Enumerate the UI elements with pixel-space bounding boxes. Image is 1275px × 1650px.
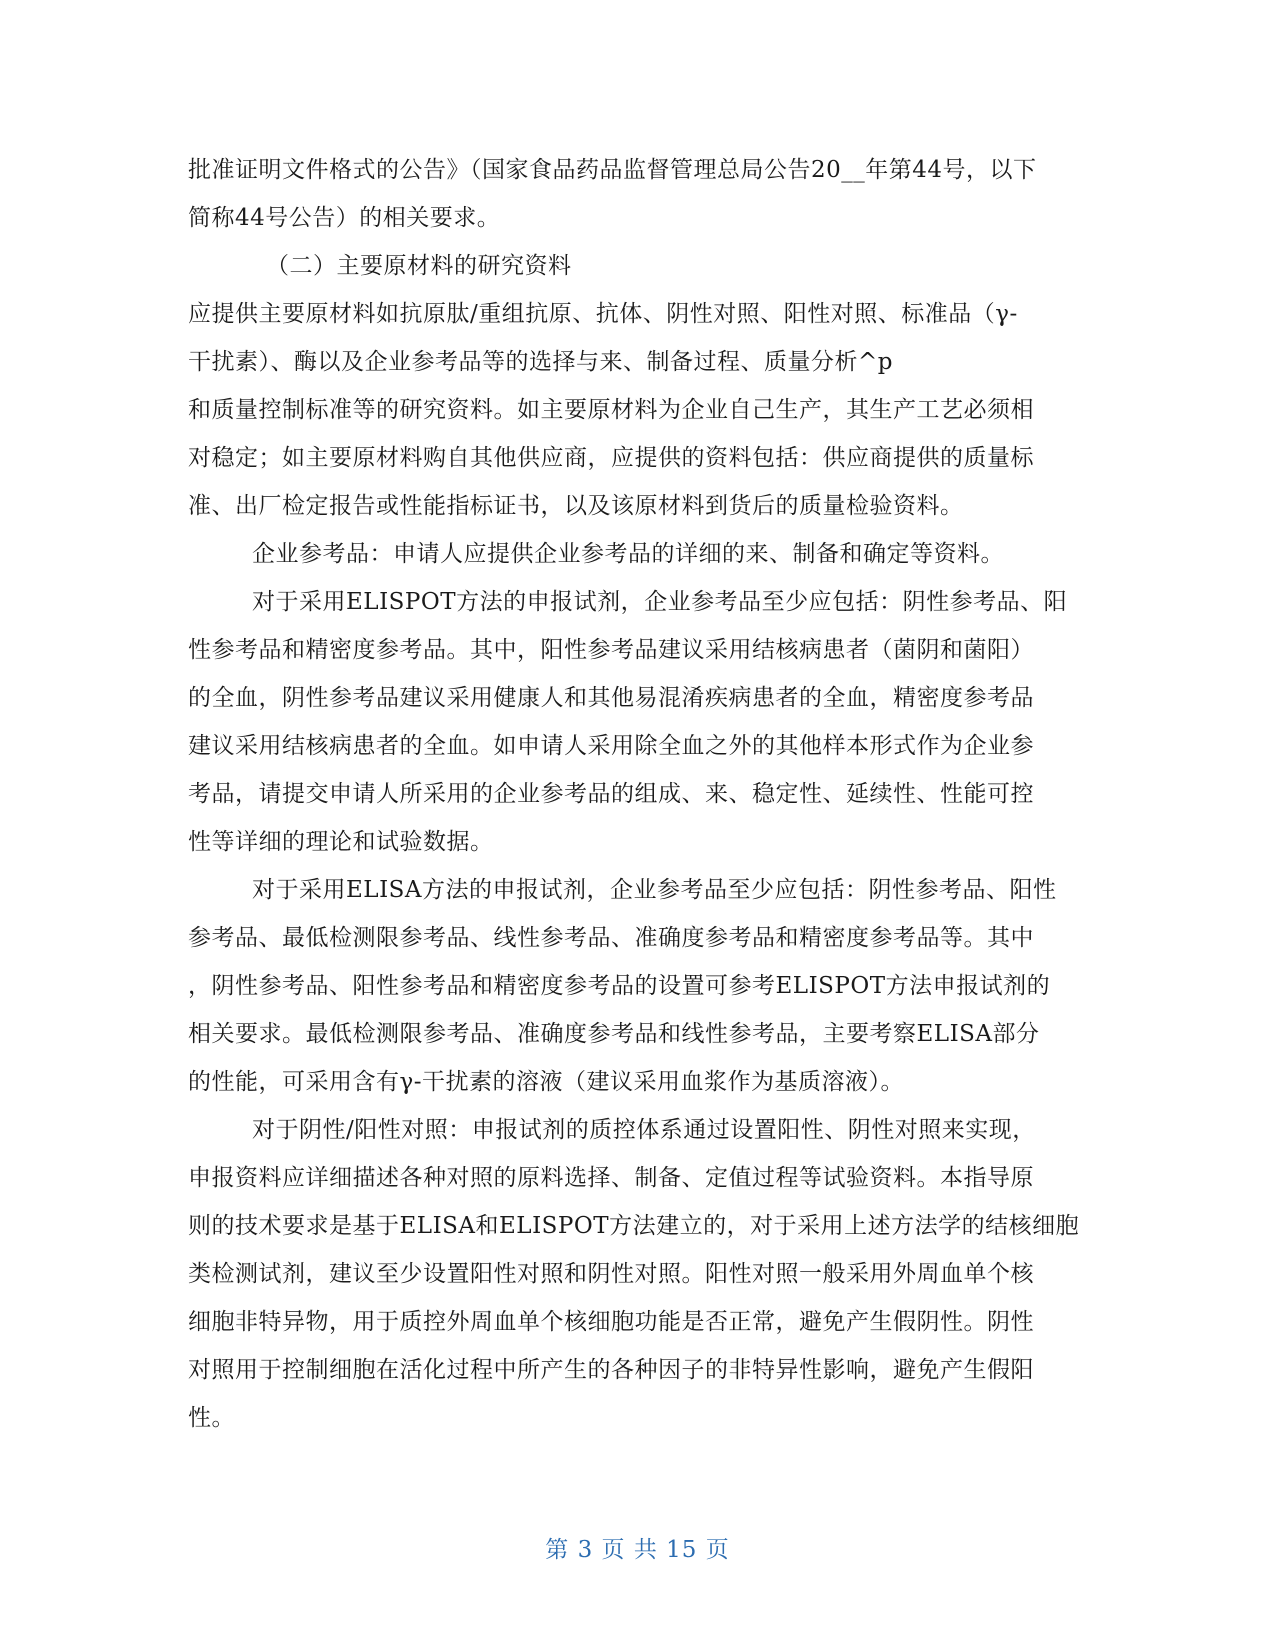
text-line: 对稳定；如主要原材料购自其他供应商，应提供的资料包括：供应商提供的质量标 xyxy=(188,445,1034,471)
section-heading-text: （二）主要原材料的研究资料 xyxy=(266,253,572,279)
text-line: ，阴性参考品、阳性参考品和精密度参考品的设置可参考ELISPOT方法申报试剂的 xyxy=(188,973,1051,999)
text-line: 对于采用ELISPOT方法的申报试剂，企业参考品至少应包括：阴性参考品、阳 xyxy=(252,589,1068,615)
document-body xyxy=(188,146,1088,1442)
text-line: 细胞非特异物，用于质控外周血单个核细胞功能是否正常，避免产生假阴性。阴性 xyxy=(188,1309,1034,1335)
text-line: 对于采用ELISA方法的申报试剂，企业参考品至少应包括：阴性参考品、阳性 xyxy=(252,877,1057,903)
paragraph xyxy=(188,530,1088,578)
text-line: 和质量控制标准等的研究资料。如主要原材料为企业自己生产，其生产工艺必须相 xyxy=(188,397,1034,423)
text-line: 考品，请提交申请人所采用的企业参考品的组成、来、稳定性、延续性、性能可控 xyxy=(188,781,1034,807)
text-line: 申报资料应详细描述各种对照的原料选择、制备、定值过程等试验资料。本指导原 xyxy=(188,1165,1034,1191)
text-line: 则的技术要求是基于ELISA和ELISPOT方法建立的，对于采用上述方法学的结核细胞 xyxy=(188,1213,1080,1239)
text-line: 简称44号公告）的相关要求。 xyxy=(188,205,501,231)
text-line: 准、出厂检定报告或性能指标证书，以及该原材料到货后的质量检验资料。 xyxy=(188,493,964,519)
paragraph xyxy=(188,146,1088,242)
text-line: 建议采用结核病患者的全血。如申请人采用除全血之外的其他样本形式作为企业参 xyxy=(188,733,1034,759)
page-footer xyxy=(0,1531,1275,1564)
text-line: 相关要求。最低检测限参考品、准确度参考品和线性参考品，主要考察ELISA部分 xyxy=(188,1021,1040,1047)
text-line: 类检测试剂，建议至少设置阳性对照和阴性对照。阳性对照一般采用外周血单个核 xyxy=(188,1261,1034,1287)
text-line: 性参考品和精密度参考品。其中，阳性参考品建议采用结核病患者（菌阴和菌阳） xyxy=(188,637,1034,663)
text-line: 性。 xyxy=(188,1405,235,1431)
section-heading xyxy=(188,242,1088,290)
text-line: 批准证明文件格式的公告》（国家食品药品监督管理总局公告20__年第44号，以下 xyxy=(188,157,1037,183)
text-line: 的全血，阴性参考品建议采用健康人和其他易混淆疾病患者的全血，精密度参考品 xyxy=(188,685,1034,711)
paragraph xyxy=(188,578,1088,866)
text-line: 的性能，可采用含有γ-干扰素的溶液（建议采用血浆作为基质溶液）。 xyxy=(188,1069,905,1095)
paragraph xyxy=(188,866,1088,1106)
paragraph xyxy=(188,1106,1088,1442)
paragraph xyxy=(188,290,1088,530)
text-line: 对照用于控制细胞在活化过程中所产生的各种因子的非特异性影响，避免产生假阳 xyxy=(188,1357,1034,1383)
text-line: 干扰素）、酶以及企业参考品等的选择与来、制备过程、质量分析^p xyxy=(188,349,893,375)
text-line: 企业参考品：申请人应提供企业参考品的详细的来、制备和确定等资料。 xyxy=(252,541,1004,567)
text-line: 对于阴性/阳性对照：申报试剂的质控体系通过设置阳性、阴性对照来实现， xyxy=(252,1117,1036,1143)
text-line: 应提供主要原材料如抗原肽/重组抗原、抗体、阴性对照、阳性对照、标准品（γ- xyxy=(188,301,1018,327)
text-line: 性等详细的理论和试验数据。 xyxy=(188,829,494,855)
text-line: 参考品、最低检测限参考品、线性参考品、准确度参考品和精密度参考品等。其中 xyxy=(188,925,1034,951)
page-number-label: 第 3 页 共 15 页 xyxy=(545,1537,730,1563)
